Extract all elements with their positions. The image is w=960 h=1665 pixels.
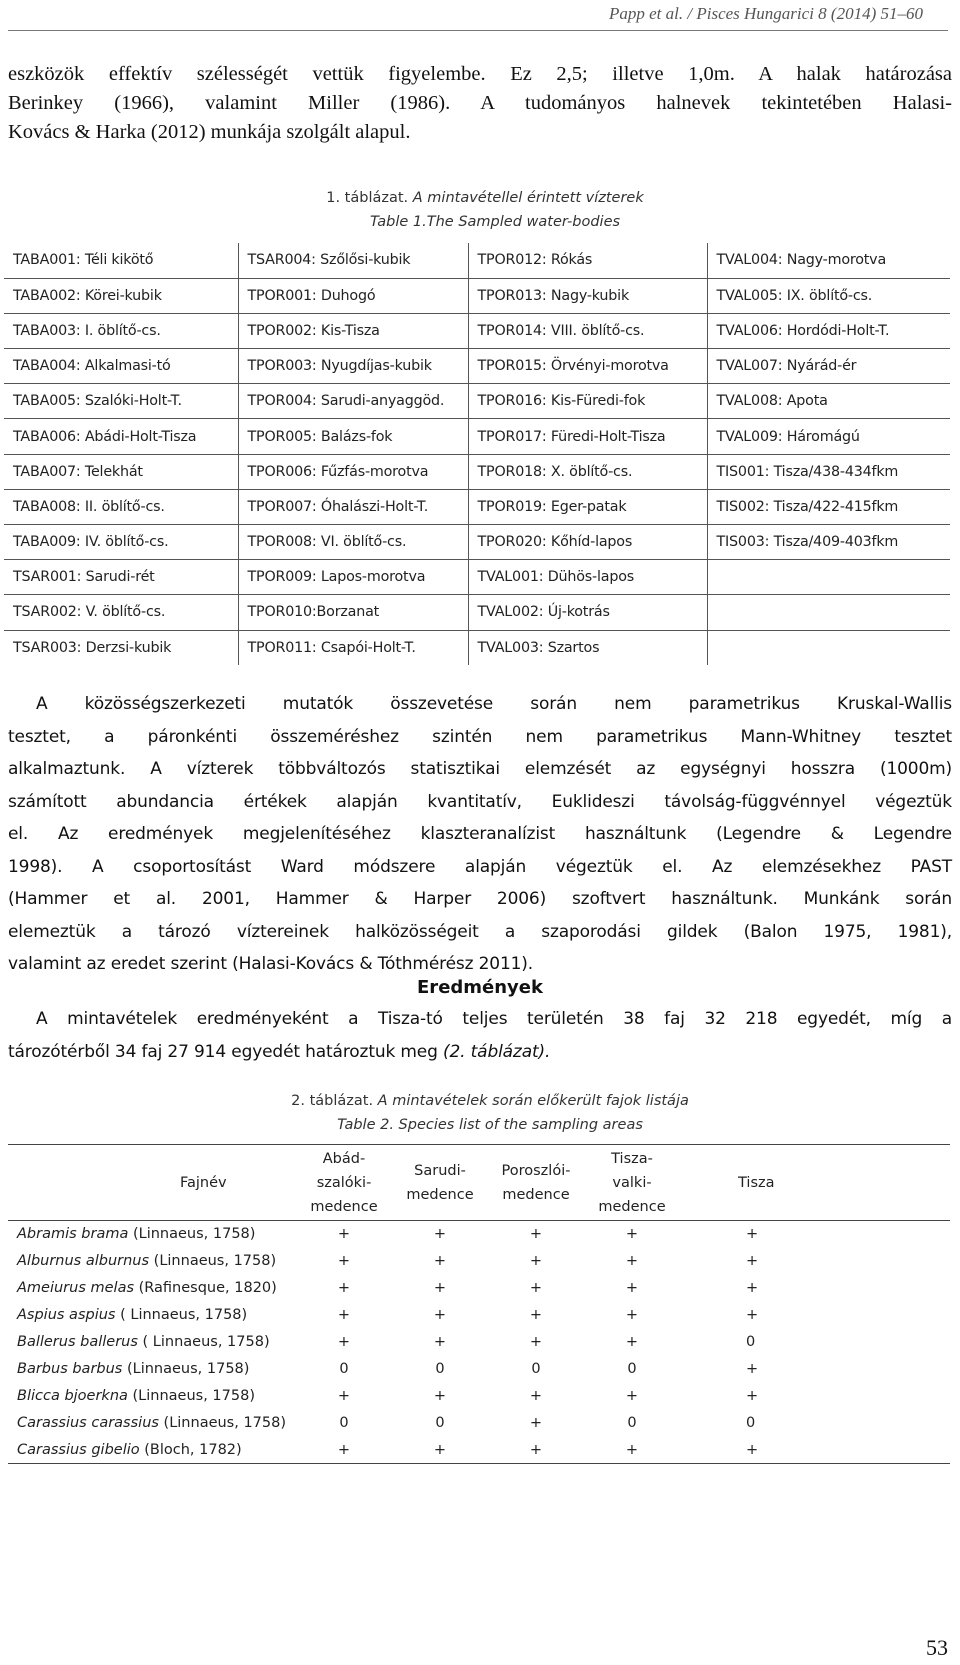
results-line: A mintavételek eredményeként a Tisza-tó teljes területén 38 faj 32 218 egyedét, míg a (36, 1009, 952, 1029)
presence-cell: + (746, 1280, 759, 1296)
water-table-cell: TABA009: IV. öblítő-cs. (4, 525, 238, 560)
water-table-cell: TPOR020: Kőhíd-lapos (468, 525, 707, 560)
water-table-cell: TIS003: Tisza/409-403fkm (707, 525, 950, 560)
results-paragraph (8, 1003, 952, 1068)
presence-cell: + (625, 1307, 639, 1323)
species-name-cell (8, 1248, 296, 1275)
species-author: (Bloch, 1782) (139, 1441, 242, 1458)
methods-line: elemeztük a tározó víztereinek halközösségeit a szaporodási gildek (Balon 1975, 1981), (8, 921, 952, 942)
presence-cell: 0 (339, 1361, 349, 1377)
species-binomial: Ballerus ballerus (17, 1334, 138, 1350)
water-table-cell: TPOR003: Nyugdíjas-kubik (238, 349, 468, 384)
water-table-cell (707, 630, 950, 665)
presence-cell: + (746, 1253, 759, 1269)
species-header-line: Poroszlói- (501, 1162, 571, 1179)
presence-cell: + (337, 1307, 351, 1323)
methods-line: A közösségszerkezeti mutatók összevetése során nem parametrikus Kruskal-Wallis (36, 694, 952, 714)
water-table-row (4, 243, 950, 278)
water-table-cell: TPOR011: Csapói-Holt-T. (238, 630, 468, 665)
water-table-cell: TPOR008: VI. öblítő-cs. (238, 525, 468, 560)
table2-caption (0, 1089, 960, 1137)
water-table-row (4, 384, 950, 419)
water-table-cell: TPOR010:Borzanat (238, 595, 468, 630)
water-table-cell: TABA005: Szalóki-Holt-T. (4, 384, 238, 419)
water-table-cell: TSAR001: Sarudi-rét (4, 560, 238, 595)
presence-cell: 0 (531, 1361, 541, 1377)
presence-cell: + (625, 1280, 639, 1296)
page-number: 53 (926, 1635, 948, 1660)
water-table-row (4, 595, 950, 630)
species-header-cell (296, 1145, 392, 1221)
methods-line: alkalmaztunk. A vízterek többváltozós statisztikai elemzését az egységnyi hosszra (1000m) (8, 759, 952, 779)
species-binomial: Abramis brama (17, 1226, 129, 1243)
water-table-cell: TVAL002: Új-kotrás (468, 595, 707, 630)
water-table-row (4, 630, 950, 665)
species-author: (Linnaeus, 1758) (158, 1415, 287, 1431)
species-name-cell (8, 1356, 296, 1383)
water-table-row (4, 454, 950, 489)
water-table-row (4, 278, 950, 313)
presence-cell: + (337, 1280, 351, 1296)
water-table-cell: TABA007: Telekhát (4, 454, 238, 489)
species-name-cell (8, 1410, 296, 1437)
presence-cell: + (433, 1280, 447, 1296)
intro-paragraph (8, 60, 952, 147)
species-header-line: Sarudi- (414, 1162, 466, 1179)
species-header-line: Tisza- (611, 1150, 653, 1167)
water-table-cell: TPOR018: X. öblítő-cs. (468, 454, 707, 489)
species-name-cell (8, 1302, 296, 1329)
presence-cell: + (337, 1334, 351, 1350)
species-author: (Linnaeus, 1758) (127, 1388, 255, 1404)
water-table-cell: TIS001: Tisza/438-434fkm (707, 454, 950, 489)
species-row (8, 1437, 950, 1464)
presence-cell: + (746, 1307, 759, 1323)
species-binomial: Carassius carassius (17, 1415, 159, 1431)
table1-title-hu: A mintavétellel érintett vízterek (412, 190, 644, 206)
presence-cell: 0 (627, 1361, 637, 1377)
species-header-cell (8, 1145, 296, 1221)
presence-cell: 0 (746, 1415, 756, 1431)
header-rule (8, 30, 948, 31)
methods-paragraph (8, 688, 952, 981)
results-line-text: tározótérből 34 faj 27 914 egyedét határoztuk meg (8, 1041, 444, 1062)
water-table-cell (707, 560, 950, 595)
species-header-line: medence (598, 1198, 666, 1215)
methods-line: tesztet, a páronkénti összeméréshez szintén nem parametrikus Mann-Whitney tesztet (8, 726, 952, 747)
water-table-cell: TPOR014: VIII. öblítő-cs. (468, 313, 707, 348)
water-table-cell: TSAR002: V. öblítő-cs. (4, 595, 238, 630)
species-header-line: Fajnév (180, 1174, 227, 1191)
species-author: (Linnaeus, 1758) (149, 1253, 277, 1269)
species-header-cell (488, 1145, 584, 1221)
table1-caption (0, 186, 960, 234)
presence-cell: + (529, 1415, 543, 1431)
species-header-cell (680, 1145, 950, 1221)
water-table-cell: TABA002: Körei-kubik (4, 278, 238, 313)
water-table-cell: TPOR002: Kis-Tisza (238, 313, 468, 348)
water-table-cell: TPOR012: Rókás (468, 243, 707, 278)
species-row (8, 1248, 950, 1275)
water-table-cell: TVAL001: Dühös-lapos (468, 560, 707, 595)
presence-cell: 0 (435, 1361, 445, 1377)
species-row (8, 1275, 950, 1302)
intro-line: eszközök effektív szélességét vettük figyelembe. Ez 2,5; illetve 1,0m. A halak határozása (8, 63, 952, 85)
methods-line: el. Az eredmények megjelenítéséhez klaszteranalízist használtunk (Legendre & Legendre (8, 824, 952, 844)
water-table-cell: TABA006: Abádi-Holt-Tisza (4, 419, 238, 454)
presence-cell: + (746, 1226, 759, 1243)
presence-cell: + (433, 1307, 447, 1323)
presence-cell: + (625, 1253, 639, 1269)
water-table-cell: TABA001: Téli kikötő (13, 252, 154, 269)
methods-line: 1998). A csoportosítást Ward módszere alapján végeztük el. Az elemzésekhez PAST (8, 856, 952, 877)
water-table-cell: TVAL009: Háromágú (707, 419, 950, 454)
water-table-row (4, 489, 950, 524)
species-header-line: Tisza (738, 1174, 775, 1191)
species-table (8, 1144, 950, 1464)
water-table-cell: TPOR009: Lapos-morotva (238, 560, 468, 595)
presence-cell: 0 (339, 1415, 349, 1431)
presence-cell: 0 (746, 1334, 756, 1350)
species-binomial: Blicca bjoerkna (17, 1388, 128, 1404)
water-table-cell: TSAR004: Szőlősi-kubik (238, 243, 468, 278)
species-row (8, 1302, 950, 1329)
water-table-row (4, 560, 950, 595)
presence-cell: + (529, 1388, 543, 1404)
results-line (8, 1036, 952, 1069)
table2-title-hu: A mintavételek során előkerült fajok listája (377, 1093, 689, 1109)
presence-cell: + (529, 1253, 543, 1269)
water-table-cell: TSAR003: Derzsi-kubik (4, 630, 238, 665)
water-table-cell: TPOR001: Duhogó (238, 278, 468, 313)
water-table-cell: TABA008: II. öblítő-cs. (4, 489, 238, 524)
species-name-cell (8, 1275, 296, 1302)
species-row (8, 1329, 950, 1356)
water-table-cell: TPOR015: Örvényi-morotva (468, 349, 707, 384)
water-table-cell: TPOR005: Balázs-fok (238, 419, 468, 454)
presence-cell: + (433, 1441, 447, 1458)
presence-cell: 0 (435, 1415, 445, 1431)
species-header-cell (392, 1145, 488, 1221)
presence-cell: + (625, 1226, 639, 1243)
species-header-line: valki- (612, 1174, 652, 1191)
species-row (8, 1221, 950, 1248)
table2-label: 2. táblázat. (291, 1093, 374, 1109)
species-header-row (8, 1145, 950, 1221)
species-header-line: szalóki- (316, 1174, 372, 1191)
water-table-cell: TVAL005: IX. öblítő-cs. (707, 278, 950, 313)
methods-line: (Hammer et al. 2001, Hammer & Harper 2006) szoftvert használtunk. Munkánk során (8, 889, 952, 909)
water-table-cell: TVAL008: Apota (707, 384, 950, 419)
species-name-cell (8, 1383, 296, 1410)
presence-cell: + (625, 1388, 639, 1404)
intro-line: Berinkey (1966), valamint Miller (1986). A tudományos halnevek tekintetében Halasi- (8, 92, 952, 114)
presence-cell: + (529, 1334, 543, 1350)
presence-cell: + (746, 1361, 759, 1377)
water-table-cell: TVAL003: Szartos (468, 630, 707, 665)
water-table-row (4, 313, 950, 348)
presence-cell: + (529, 1441, 543, 1458)
species-header-line: medence (502, 1186, 570, 1203)
water-table-cell: TPOR007: Óhalászi-Holt-T. (238, 489, 468, 524)
species-binomial: Ameiurus melas (17, 1280, 135, 1296)
water-table-cell: TPOR013: Nagy-kubik (468, 278, 707, 313)
water-table-row (4, 349, 950, 384)
presence-cell: + (746, 1441, 759, 1458)
presence-cell: + (433, 1226, 447, 1243)
presence-cell: + (625, 1441, 639, 1458)
species-author: (Linnaeus, 1758) (122, 1361, 250, 1377)
water-table-cell: TPOR004: Sarudi-anyaggöd. (238, 384, 468, 419)
presence-cell: + (529, 1226, 543, 1243)
presence-cell: 0 (627, 1415, 637, 1431)
presence-cell: + (625, 1334, 639, 1350)
species-name-cell (8, 1329, 296, 1356)
species-binomial: Carassius gibelio (17, 1441, 140, 1458)
presence-cell: + (433, 1334, 447, 1350)
species-name-cell (8, 1221, 296, 1248)
presence-cell: + (529, 1280, 543, 1296)
species-binomial: Barbus barbus (17, 1361, 123, 1377)
water-table-cell: TPOR006: Fűzfás-morotva (238, 454, 468, 489)
species-row (8, 1383, 950, 1410)
water-table-cell: TVAL007: Nyárád-ér (707, 349, 950, 384)
table1-label: 1. táblázat. (326, 190, 409, 206)
results-heading: Eredmények (417, 977, 543, 998)
water-table-cell: TVAL006: Hordódi-Holt-T. (707, 313, 950, 348)
presence-cell: + (433, 1253, 447, 1269)
species-row (8, 1410, 950, 1437)
presence-cell: + (337, 1441, 351, 1458)
species-author: ( Linnaeus, 1758) (137, 1334, 270, 1350)
species-name-cell (8, 1437, 296, 1464)
intro-line: Kovács & Harka (2012) munkája szolgált alapul. (8, 121, 411, 143)
presence-cell: + (337, 1253, 351, 1269)
species-row (8, 1356, 950, 1383)
water-table-cell: TPOR019: Eger-patak (468, 489, 707, 524)
water-table-cell: TVAL004: Nagy-morotva (707, 243, 950, 278)
species-header-line: medence (406, 1186, 474, 1203)
water-table-cell (707, 595, 950, 630)
presence-cell: + (337, 1226, 351, 1243)
water-table-row (4, 419, 950, 454)
species-author: (Rafinesque, 1820) (134, 1280, 277, 1296)
water-bodies-table (4, 243, 950, 665)
water-table-row (4, 525, 950, 560)
methods-line: számított abundancia értékek alapján kvantitatív, Euklideszi távolság-függvénnyel végeztük (8, 791, 952, 812)
water-table-cell: TPOR016: Kis-Füredi-fok (468, 384, 707, 419)
table1-title-en: Table 1.The Sampled water-bodies (369, 214, 621, 230)
species-header-cell (584, 1145, 680, 1221)
presence-cell: + (433, 1388, 447, 1404)
species-author: ( Linnaeus, 1758) (115, 1307, 248, 1323)
water-table-cell: TIS002: Tisza/422-415fkm (707, 489, 950, 524)
species-header-line: medence (310, 1198, 378, 1215)
species-binomial: Alburnus alburnus (17, 1253, 150, 1269)
methods-line: valamint az eredet szerint (Halasi-Kovács & Tóthmérész 2011). (8, 954, 534, 974)
presence-cell: + (746, 1388, 759, 1404)
species-header-line: Abád- (322, 1150, 366, 1167)
table2-reference: (2. táblázat). (443, 1041, 551, 1062)
running-head: Papp et al. / Pisces Hungarici 8 (2014) 51–60 (609, 4, 923, 23)
species-binomial: Aspius aspius (17, 1307, 116, 1323)
species-author: (Linnaeus, 1758) (128, 1226, 256, 1243)
presence-cell: + (337, 1388, 351, 1404)
water-table-cell: TABA003: I. öblítő-cs. (4, 313, 238, 348)
water-table-cell: TABA004: Alkalmasi-tó (4, 349, 238, 384)
table2-title-en: Table 2. Species list of the sampling areas (337, 1117, 643, 1133)
presence-cell: + (529, 1307, 543, 1323)
water-table-cell: TPOR017: Füredi-Holt-Tisza (468, 419, 707, 454)
